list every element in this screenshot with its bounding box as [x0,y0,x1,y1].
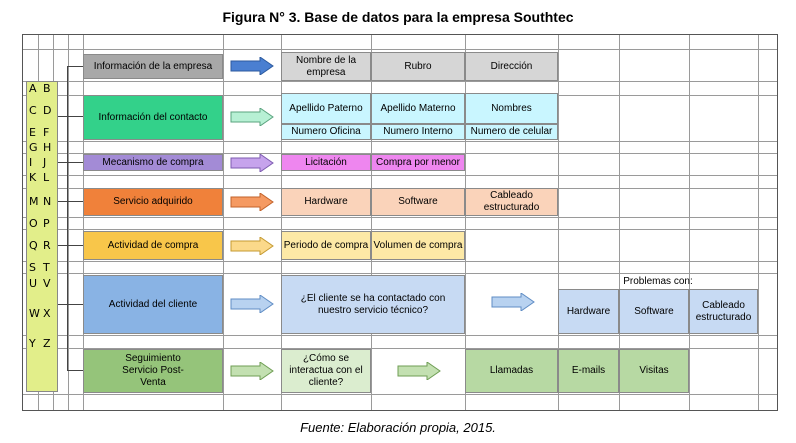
field-numero-interno: Numero Interno [371,124,465,140]
figure-title: Figura N° 3. Base de datos para la empresa Southtec [222,9,574,25]
field-cableado: Cableado estructurado [465,188,558,216]
letter: V [43,277,51,290]
letter: G [29,141,38,154]
grid-line [758,35,759,410]
arrow-icon [230,57,274,75]
field-rubro: Rubro [371,52,465,81]
field-llamadas: Llamadas [465,349,558,393]
letter: Q [29,239,38,252]
connector-line [58,245,83,246]
field-nombre-empresa: Nombre de la empresa [281,52,371,81]
arrow-icon [230,154,274,172]
field-volumen-compra: Volumen de compra [371,231,465,260]
category-mecanismo: Mecanismo de compra [83,154,223,171]
field-licitacion: Licitación [281,154,371,171]
letter: J [43,156,47,169]
grid-line [23,217,777,218]
grid-line [689,35,690,410]
category-servicio: Servicio adquirido [83,188,223,216]
letter: K [29,171,37,184]
letter: U [29,277,38,290]
field-nombres: Nombres [465,93,558,124]
letter: E [29,126,36,139]
arrow-icon [397,362,441,380]
grid-line [23,49,777,50]
letter: F [43,126,50,139]
letter: X [43,307,51,320]
field-numero-celular: Numero de celular [465,124,558,140]
grid-line [23,141,777,142]
category-actividad-cliente: Actividad del cliente [83,275,223,334]
problem-hardware: Hardware [558,289,619,334]
arrow-icon [230,295,274,313]
field-apellido-paterno: Apellido Paterno [281,93,371,124]
grid-line [23,229,777,230]
field-numero-oficina: Numero Oficina [281,124,371,140]
connector-line [67,66,68,370]
field-visitas: Visitas [619,349,689,393]
grid-line [23,81,777,82]
letter: P [43,217,50,230]
connector-line [58,304,83,305]
category-actividad-compra: Actividad de compra [83,231,223,260]
connector-line [67,370,83,371]
grid-line [68,35,69,410]
letter: R [43,239,51,252]
grid-line [23,394,777,395]
arrow-icon [230,108,274,126]
letter: H [43,141,52,154]
letter: M [29,195,39,208]
field-periodo-compra: Periodo de compra [281,231,371,260]
letter: T [43,261,50,274]
problem-cableado: Cableado estructurado [689,289,758,334]
category-seguimiento: Seguimiento Servicio Post-Venta [83,349,223,393]
connector-line [58,201,83,202]
letter: W [29,307,40,320]
category-empresa: Información de la empresa [83,54,223,79]
grid-line [23,261,777,262]
problems-header: Problemas con: [623,276,693,287]
connector-line [58,162,83,163]
arrow-icon [491,293,535,311]
field-apellido-materno: Apellido Materno [371,93,465,124]
grid-line [23,175,777,176]
letter: A [29,82,37,95]
field-compra-por-menor: Compra por menor [371,154,465,171]
arrow-icon [230,193,274,211]
question-contacto-servicio-tecnico: ¿El cliente se ha contactado con nuestro servicio técnico? [281,275,465,334]
grid-line [223,35,224,410]
field-direccion: Dirección [465,52,558,81]
letter: D [43,104,52,117]
field-software: Software [371,188,465,216]
letter: Y [29,337,36,350]
letter: B [43,82,51,95]
field-emails: E-mails [558,349,619,393]
letter: C [29,104,37,117]
arrow-icon [230,362,274,380]
connector-line [58,116,83,117]
diagram-frame [22,34,778,411]
connector-line [67,66,83,67]
figure-caption: Fuente: Elaboración propia, 2015. [300,420,496,435]
category-contacto: Información del contacto [83,95,223,140]
letter: Z [43,337,51,350]
grid-line [371,35,372,410]
grid-line [23,273,777,274]
letter: L [43,171,50,184]
arrow-icon [230,237,274,255]
letter: S [29,261,36,274]
letter: I [29,156,33,169]
letter: O [29,217,38,230]
problem-software: Software [619,289,689,334]
field-hardware: Hardware [281,188,371,216]
grid-line [23,335,777,336]
question-interaccion-cliente: ¿Cómo se interactua con el cliente? [281,349,371,393]
letter: N [43,195,52,208]
